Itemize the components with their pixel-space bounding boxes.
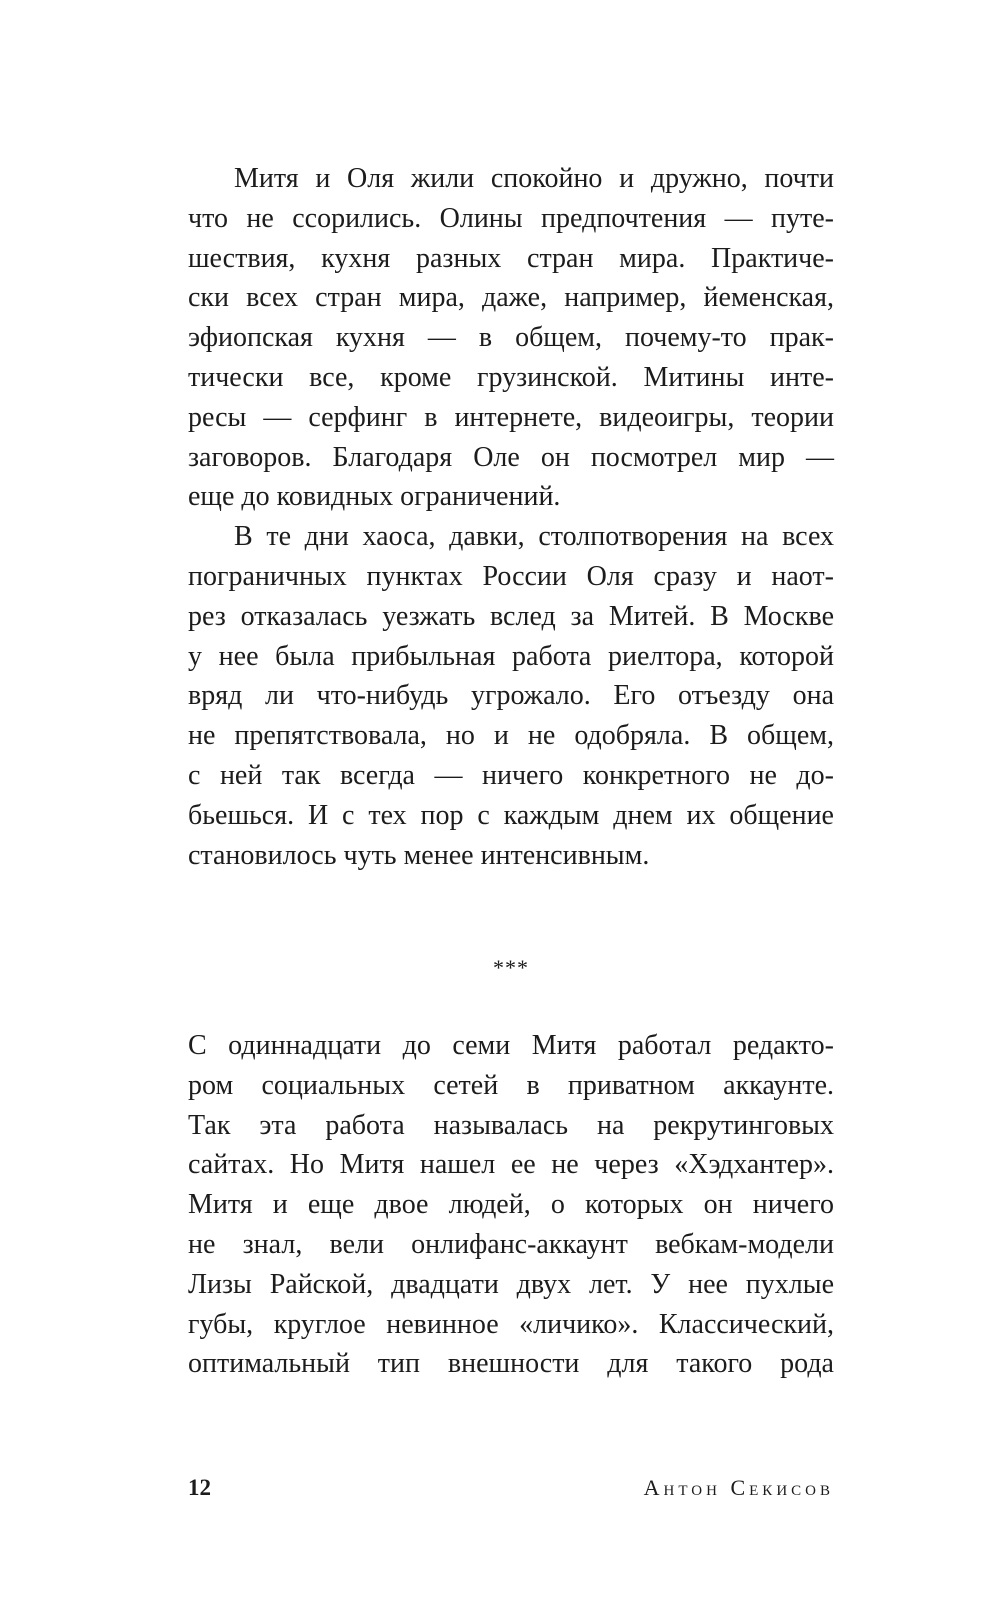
text-line: Митя и Оля жили спокойно и дружно, почти xyxy=(234,163,834,194)
text-line: что не ссорились. Олины предпочтения — путе- xyxy=(188,202,834,234)
text-line: тически все, кроме грузинской. Митины инте- xyxy=(188,361,834,393)
text-line: С одиннадцати до семи Митя работал редакто- xyxy=(188,1030,834,1061)
text-line: Лизы Райской, двадцати двух лет. У нее пухлые xyxy=(188,1268,834,1300)
text-line: пограничных пунктах России Оля сразу и наот- xyxy=(188,560,834,592)
section-separator: *** xyxy=(493,955,529,980)
running-footer-author: Антон Секисов xyxy=(643,1475,834,1500)
text-line: Так эта работа называлась на рекрутинговых xyxy=(188,1109,834,1141)
text-line: вряд ли что-нибудь угрожало. Его отъезду она xyxy=(188,680,834,712)
text-line: становилось чуть менее интенсивным. xyxy=(188,839,650,871)
text-line: ром социальных сетей в приватном аккаунте. xyxy=(188,1069,834,1101)
text-line: не препятствовала, но и не одобряла. В общем, xyxy=(188,720,834,752)
text-line: у нее была прибыльная работа риелтора, которой xyxy=(188,640,834,672)
paragraph xyxy=(188,1026,834,1384)
text-line: губы, круглое невинное «личико». Классический, xyxy=(188,1308,834,1340)
text-line: В те дни хаоса, давки, столпотворения на всех xyxy=(234,521,834,553)
text-line: Митя и еще двое людей, о которых он ничего xyxy=(188,1189,834,1221)
text-line: бьешься. И с тех пор с каждым днем их общение xyxy=(188,799,834,831)
text-line: еще до ковидных ограничений. xyxy=(188,481,561,513)
text-line: ски всех стран мира, даже, например, йеменская, xyxy=(188,282,834,314)
text-line: эфиопская кухня — в общем, почему-то прак- xyxy=(188,322,834,354)
text-line: заговоров. Благодаря Оле он посмотрел мир — xyxy=(188,441,834,473)
text-line: ресы — серфинг в интернете, видеоигры, теории xyxy=(188,401,834,433)
paragraph xyxy=(188,517,834,875)
text-line: шествия, кухня разных стран мира. Практиче- xyxy=(188,242,834,274)
text-line: не знал, вели онлифанс-аккаунт вебкам-модели xyxy=(188,1228,834,1260)
paragraph xyxy=(188,159,834,517)
page-number: 12 xyxy=(188,1475,211,1500)
text-block-top xyxy=(188,159,834,875)
text-line: оптимальный тип внешности для такого рода xyxy=(188,1348,834,1380)
text-line: сайтах. Но Митя нашел ее не через «Хэдхантер». xyxy=(188,1149,834,1181)
text-line: с ней так всегда — ничего конкретного не до- xyxy=(188,759,834,791)
text-block-bottom xyxy=(188,1026,834,1384)
text-line: рез отказалась уезжать вслед за Митей. В Москве xyxy=(188,600,834,632)
